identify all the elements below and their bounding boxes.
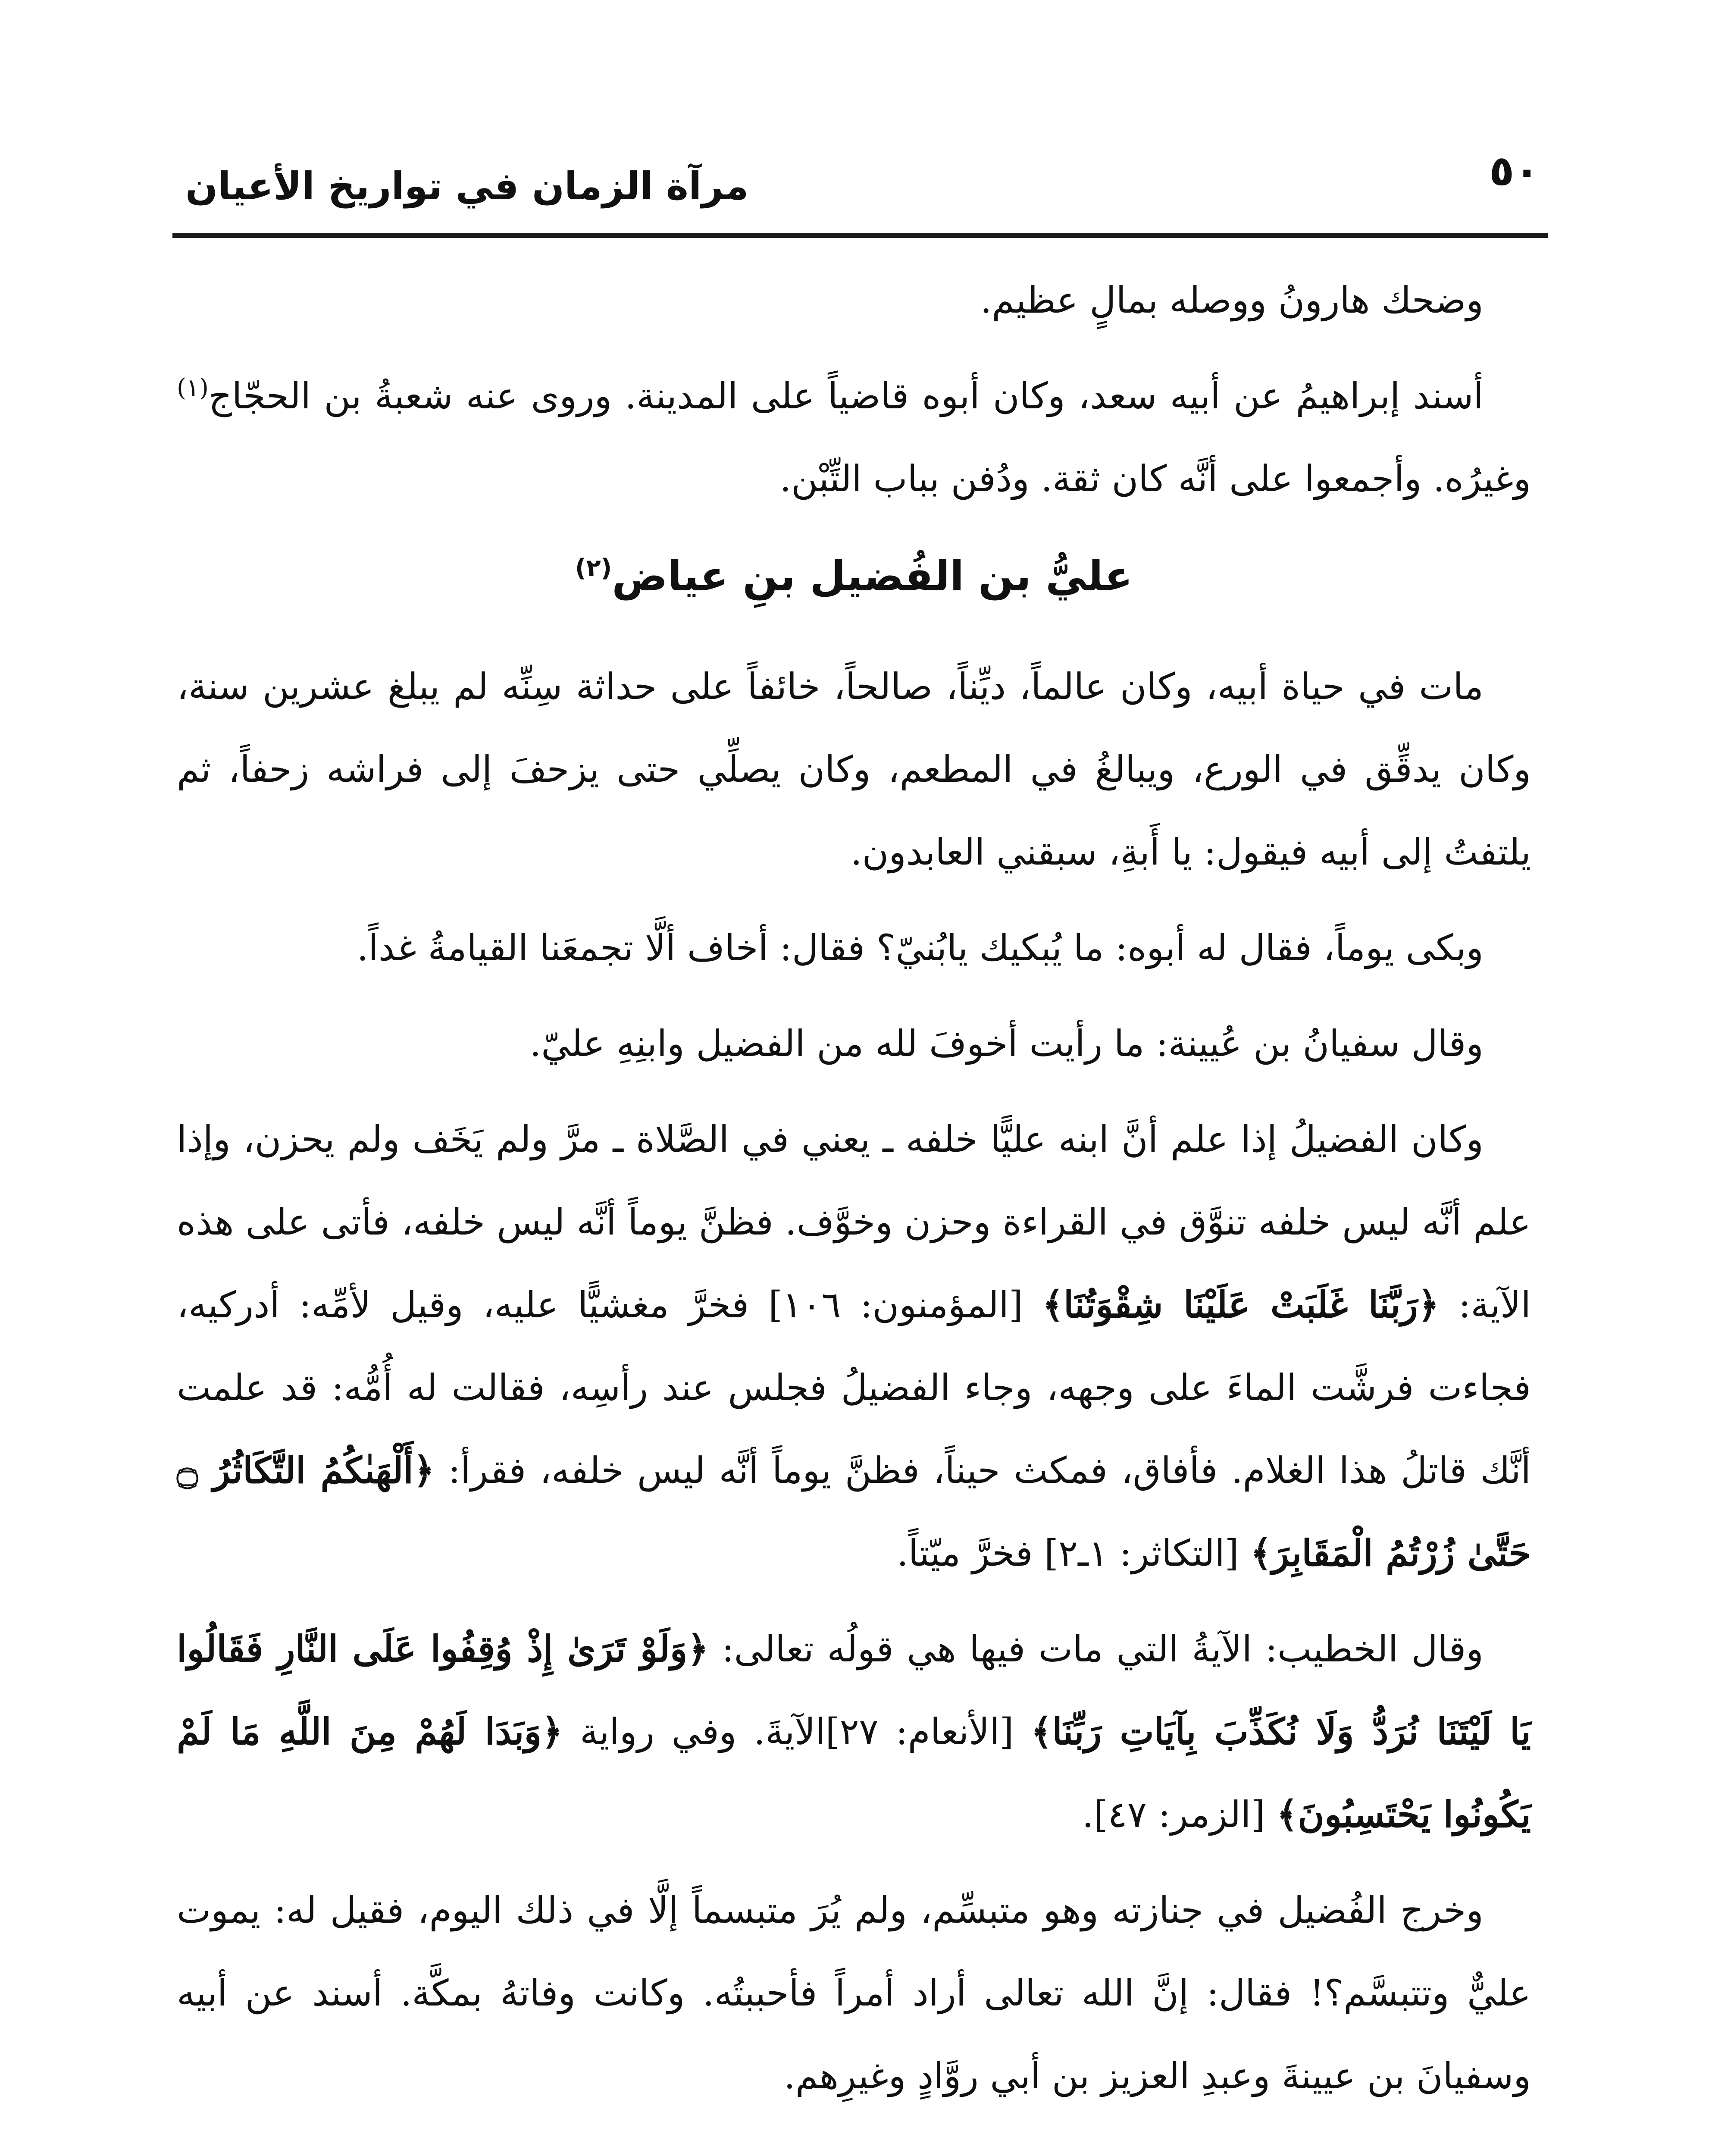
page-header [172,138,1540,224]
footnote-ref: (٢) [575,554,612,582]
footnote-ref: (١) [177,374,209,402]
header-rule [172,233,1548,238]
paragraph: أسند إبراهيمُ عن أبيه سعد، وكان أبوه قاضياً على المدينة. وروى عنه شعبةُ بن الحجّاج$^{(١)}$ وغيرُه. وأجمعوا على أنَّه كان ثقة. ودُفن بباب التِّبْن. [177,374,1531,500]
quran-verse: ﴿أَلْهَىٰكُمُ التَّكَاثُرُ ۝ حَتَّىٰ زُرْتُمُ الْمَقَابِرَ﴾ [177,1449,1531,1574]
paragraph: وبكى يوماً، فقال له أبوه: ما يُبكيك يابُنيّ؟ فقال: أخاف ألَّا تجمعَنا القيامةُ غداً. [357,927,1484,969]
main-text [177,259,1531,2130]
paragraph: وقال سفيانُ بن عُيينة: ما رأيت أخوفَ لله من الفضيل وابنِهِ عليّ. [529,1022,1484,1065]
quran-verse: ﴿وَلَوْ تَرَىٰ إِذْ وُقِفُوا عَلَى النَّارِ فَقَالُوا يَا لَيْتَنَا نُرَدُّ وَلَا نُكَذِّبَ بِآيَاتِ رَبِّنَا﴾ [177,1627,1531,1753]
paragraph: مات في حياة أبيه، وكان عالماً، ديِّناً، صالحاً، خائفاً على حداثة سِنِّه لم يبلغ عشرين سنة، وكان يدقِّق في الورع، ويبالغُ في المطعم، وكان يصلِّي حتى يزحفَ إلى فراشه زحفاً، ثم يلتفتُ إلى أبيه فيقول: يا أَبةِ، سبقني العابدون. [177,665,1531,873]
paragraph: وقال الخطيب: الآيةُ التي مات فيها هي قولُه تعالى: ﴿وَلَوْ تَرَىٰ إِذْ وُقِفُوا عَلَى النَّارِ فَقَالُوا يَا لَيْتَنَا نُرَدُّ وَلَا نُكَذِّبَ بِآيَاتِ رَبِّنَا﴾ [الأنعام: ٢٧]الآيةَ. وفي رواية ﴿وَبَدَا لَهُمْ مِنَ اللَّهِ مَا لَمْ يَكُونُوا يَحْتَسِبُونَ﴾ [الزمر: ٤٧]. [177,1627,1531,1836]
paragraph: وكان الفضيلُ إذا علم أنَّ ابنه عليًّا خلفه ـ يعني في الصَّلاة ـ مرَّ ولم يَخَف ولم يحزن، وإذا علم أنَّه ليس خلفه تنوَّق في القراءة وحزن وخوَّف. فظنَّ يوماً أنَّه ليس خلفه، فأتى على هذه الآية: ﴿رَبَّنَا غَلَبَتْ عَلَيْنَا شِقْوَتُنَا﴾ [المؤمنون: ١٠٦] فخرَّ مغشيًّا عليه، وقيل لأمِّه: أدركيه، فجاءت فرشَّت الماءَ على وجهه، وجاء الفضيلُ فجلس عند رأسِه، فقالت له أُمُّه: قد علمت أنَّك قاتلُ هذا الغلام. فأفاق، فمكث حيناً، فظنَّ يوماً أنَّه ليس خلفه، فقرأ: ﴿أَلْهَىٰكُمُ التَّكَاثُرُ ۝ حَتَّىٰ زُرْتُمُ الْمَقَابِرَ﴾ [التكاثر: ١ـ٢] فخرَّ ميّتاً. [177,1118,1531,1574]
page-number: ٥٠ [1489,147,1540,195]
quran-verse: ﴿رَبَّنَا غَلَبَتْ عَلَيْنَا شِقْوَتُنَا﴾ [1042,1283,1440,1326]
section-heading: عليُّ بن الفُضيل بنِ عياض$^{(٢)}$ [575,552,1133,600]
quran-verse: ﴿وَبَدَا لَهُمْ مِنَ اللَّهِ مَا لَمْ يَكُونُوا يَحْتَسِبُونَ﴾ [177,1710,1531,1836]
paragraph: وضحك هارونُ ووصله بمالٍ عظيم. [980,279,1484,321]
running-title: مرآة الزمان في تواريخ الأعيان [185,164,749,208]
paragraph: وخرج الفُضيل في جنازته وهو متبسِّم، ولم يُرَ متبسماً إلَّا في ذلك اليوم، فقيل له: يموت عليٌّ وتتبسَّم؟! فقال: إنَّ الله تعالى أراد أمراً فأحببتُه. وكانت وفاتهُ بمكَّة. أسند عن أبيه وسفيانَ بن عيينةَ وعبدِ العزيز بن أبي روَّادٍ وغيرِهم. [177,1889,1531,2097]
